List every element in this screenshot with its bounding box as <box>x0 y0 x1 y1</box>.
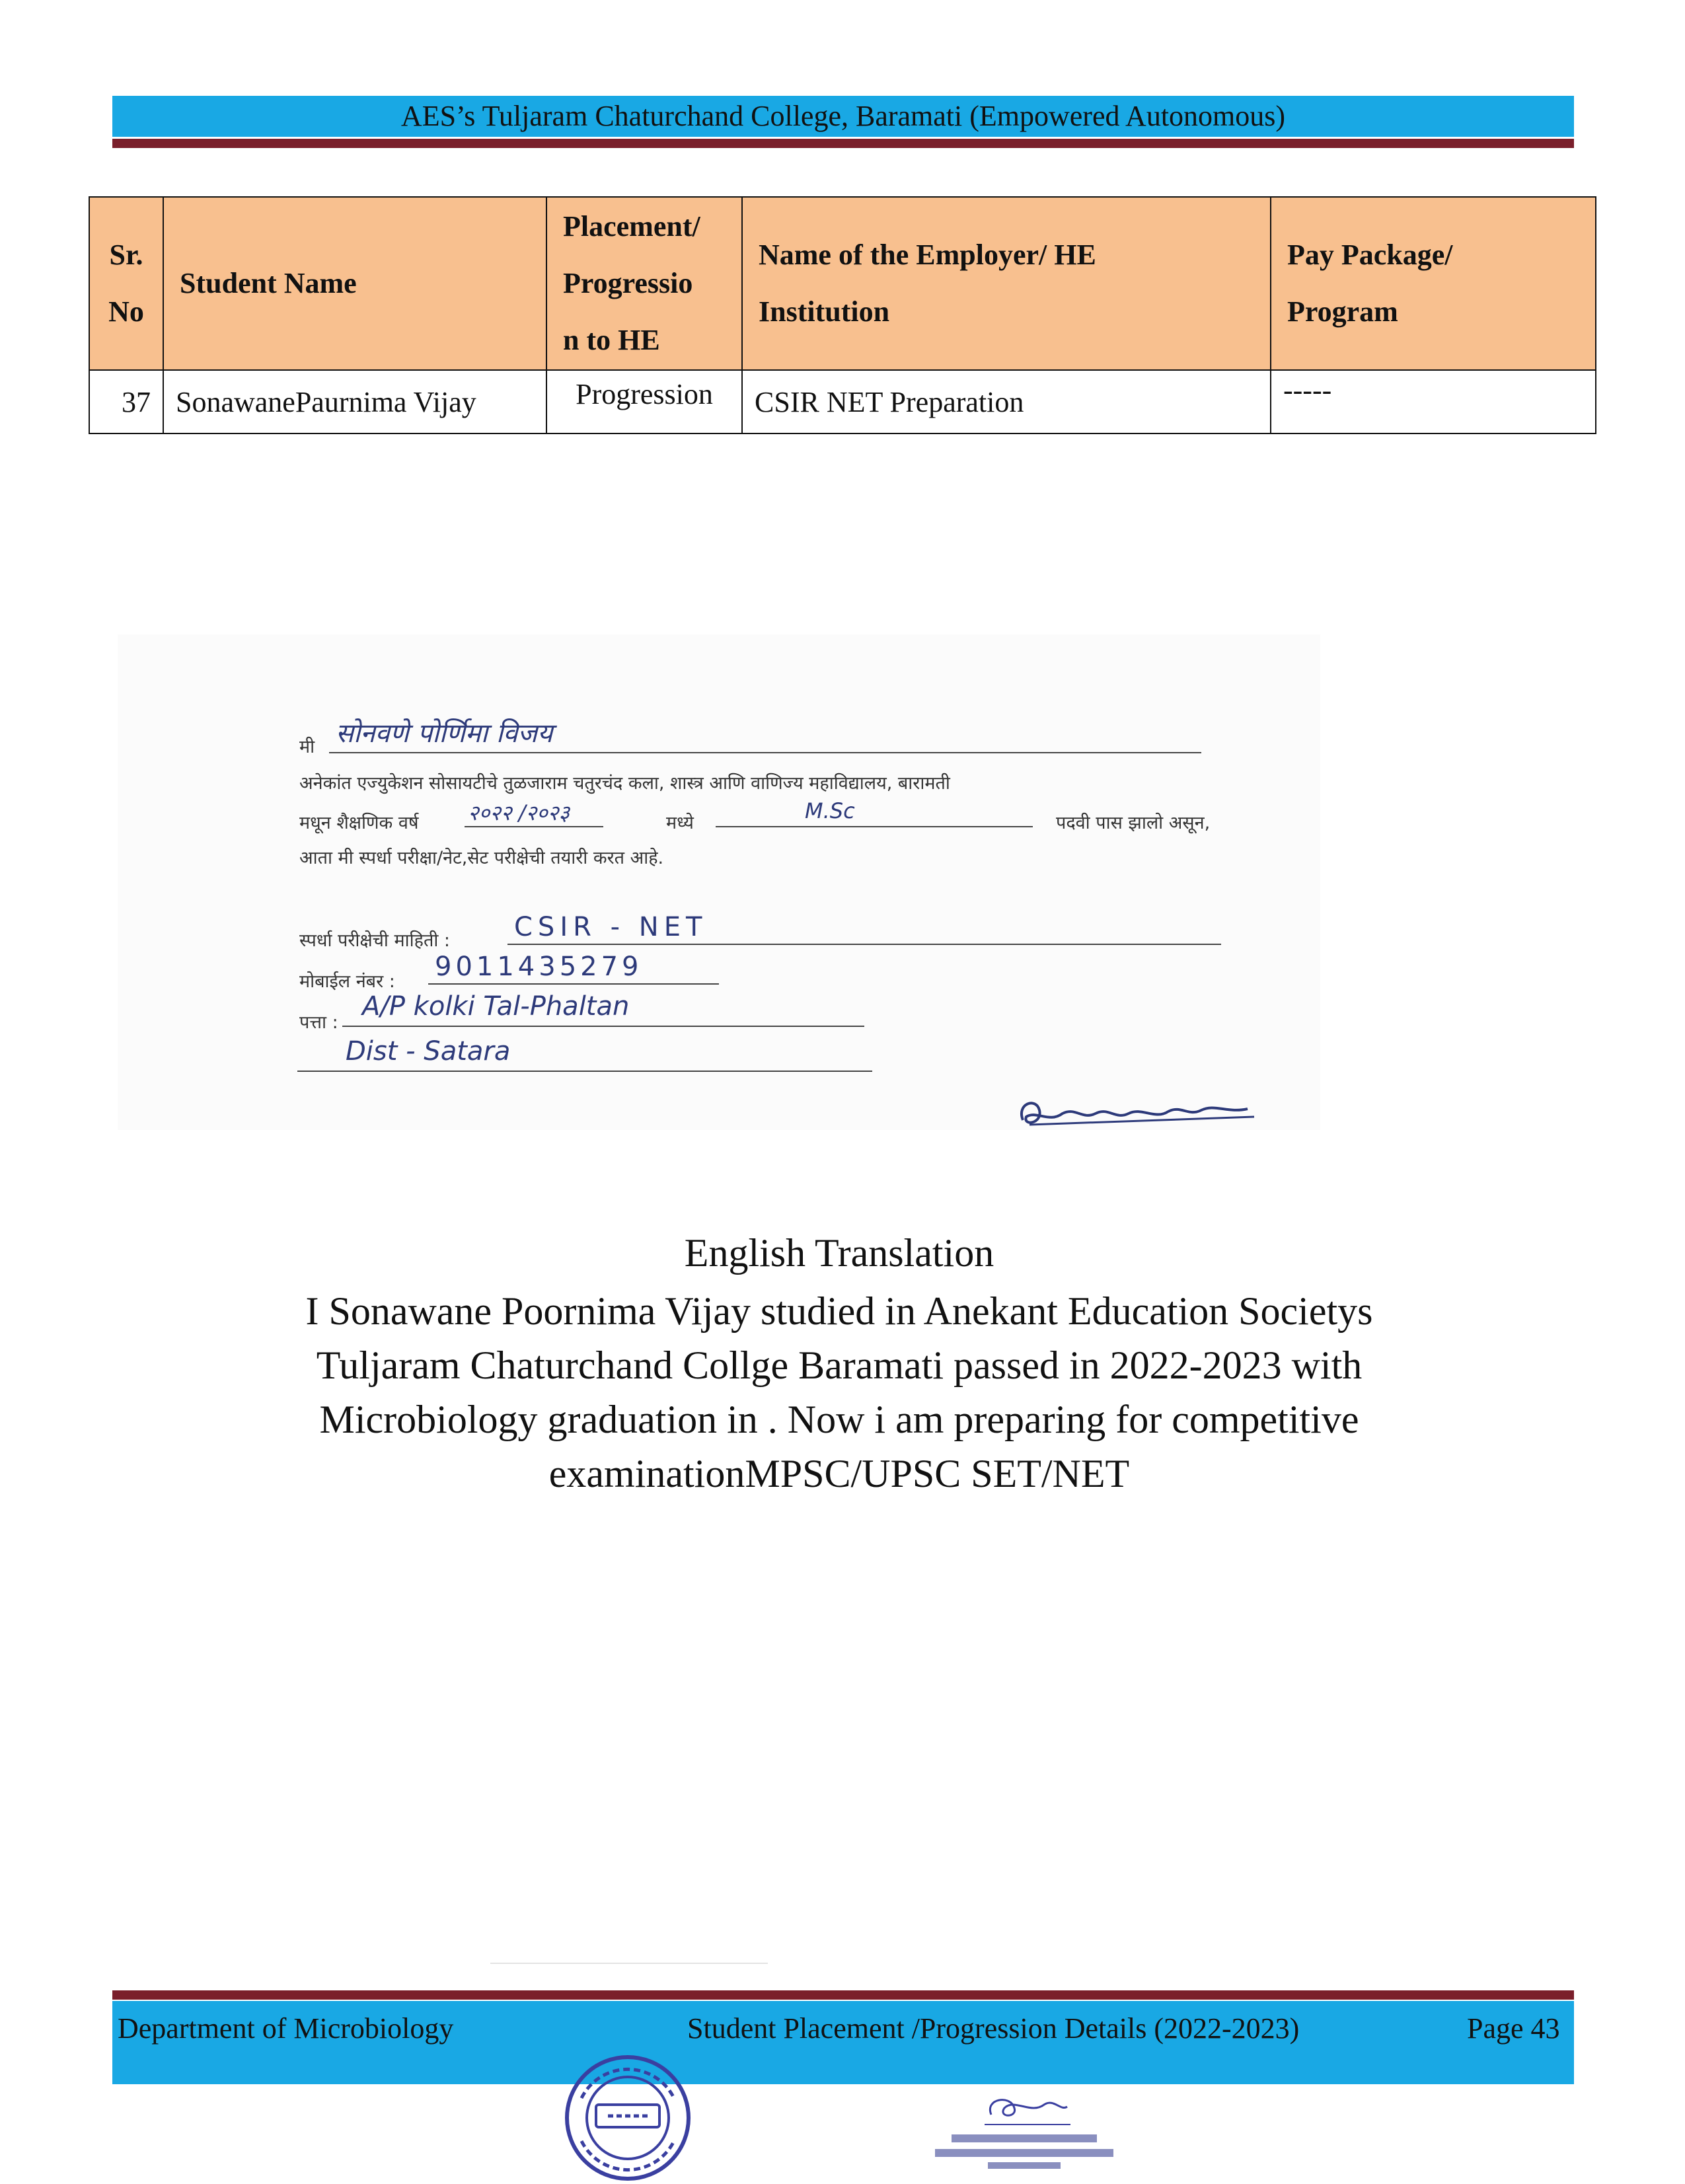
faint-divider <box>490 1963 768 1964</box>
col-sr-no: Sr. No <box>89 197 163 370</box>
scan-hand-year: २०२२ /२०२३ <box>468 800 570 825</box>
col-student-name: Student Name <box>163 197 546 370</box>
scanned-declaration <box>118 634 1320 1130</box>
scan-line1: अनेकांत एज्युकेशन सोसायटीचे तुळजाराम चतुरचंद कला, शास्त्र आणि वाणिज्य महाविद्यालय, बारामती <box>299 773 950 794</box>
scan-line2c: पदवी पास झालो असून, <box>1056 813 1211 833</box>
table-row <box>89 370 1596 433</box>
translation-line: Tuljaram Chaturchand Collge Baramati passed in 2022-2023 with <box>316 1343 1363 1387</box>
scan-line2a: मधून शैक्षणिक वर्ष <box>299 813 419 833</box>
footer-page-number: Page 43 <box>1467 2012 1560 2045</box>
scan-line3: आता मी स्पर्धा परीक्षा/नेट,सेट परीक्षेची तयारी करत आहे. <box>299 848 664 868</box>
translation-line: I Sonawane Poornima Vijay studied in Anekant Education Societys <box>305 1289 1373 1333</box>
header-rule <box>112 139 1574 148</box>
placement-table <box>89 196 1596 434</box>
cell-employer: CSIR NET Preparation <box>742 370 1271 433</box>
principal-signature-stamp <box>925 2088 1123 2174</box>
scan-hand-degree: M.Sc <box>805 798 855 823</box>
scan-line2b: मध्ये <box>666 813 694 833</box>
cell-pay: ----- <box>1271 370 1596 433</box>
scan-hand-mobile: 9011435279 <box>435 952 643 982</box>
page-header <box>112 96 1574 137</box>
scan-exam-label: स्पर्धा परीक्षेची माहिती : <box>299 930 451 951</box>
col-pay: Pay Package/ Program <box>1271 197 1596 370</box>
student-signature <box>1010 1090 1274 1137</box>
scan-address-label: पत्ता : <box>299 1012 338 1033</box>
scan-mobile-label: मोबाईल नंबर : <box>299 971 395 992</box>
cell-placement: Progression <box>546 370 742 433</box>
table-header-row <box>89 197 1596 370</box>
scan-hand-address1: A/P kolki Tal-Phaltan <box>362 991 630 1022</box>
english-translation <box>165 1226 1513 1501</box>
header-title: AES’s Tuljaram Chaturchand College, Baramati (Empowered Autonomous) <box>400 100 1286 132</box>
translation-title: English Translation <box>684 1231 994 1275</box>
footer-rule <box>112 1990 1574 2000</box>
col-placement: Placement/ Progressio n to HE <box>546 197 742 370</box>
footer-department: Department of Microbiology <box>118 2012 454 2045</box>
cell-sr-no: 37 <box>89 370 163 433</box>
translation-line: Microbiology graduation in . Now i am preparing for competitive <box>319 1398 1359 1441</box>
scan-hand-address2: Dist - Satara <box>346 1036 511 1067</box>
scan-hand-exam: CSIR - NET <box>514 912 708 942</box>
scan-hand-name: सोनवणे पोर्णिमा विजय <box>336 718 553 749</box>
footer-subject: Student Placement /Progression Details (2022-2023) <box>687 2012 1300 2045</box>
translation-line: examinationMPSC/UPSC SET/NET <box>548 1452 1130 1495</box>
college-seal-stamp <box>562 2052 694 2184</box>
scan-me-label: मी <box>299 737 315 757</box>
col-employer: Name of the Employer/ HE Institution <box>742 197 1271 370</box>
cell-student-name: SonawanePaurnima Vijay <box>163 370 546 433</box>
